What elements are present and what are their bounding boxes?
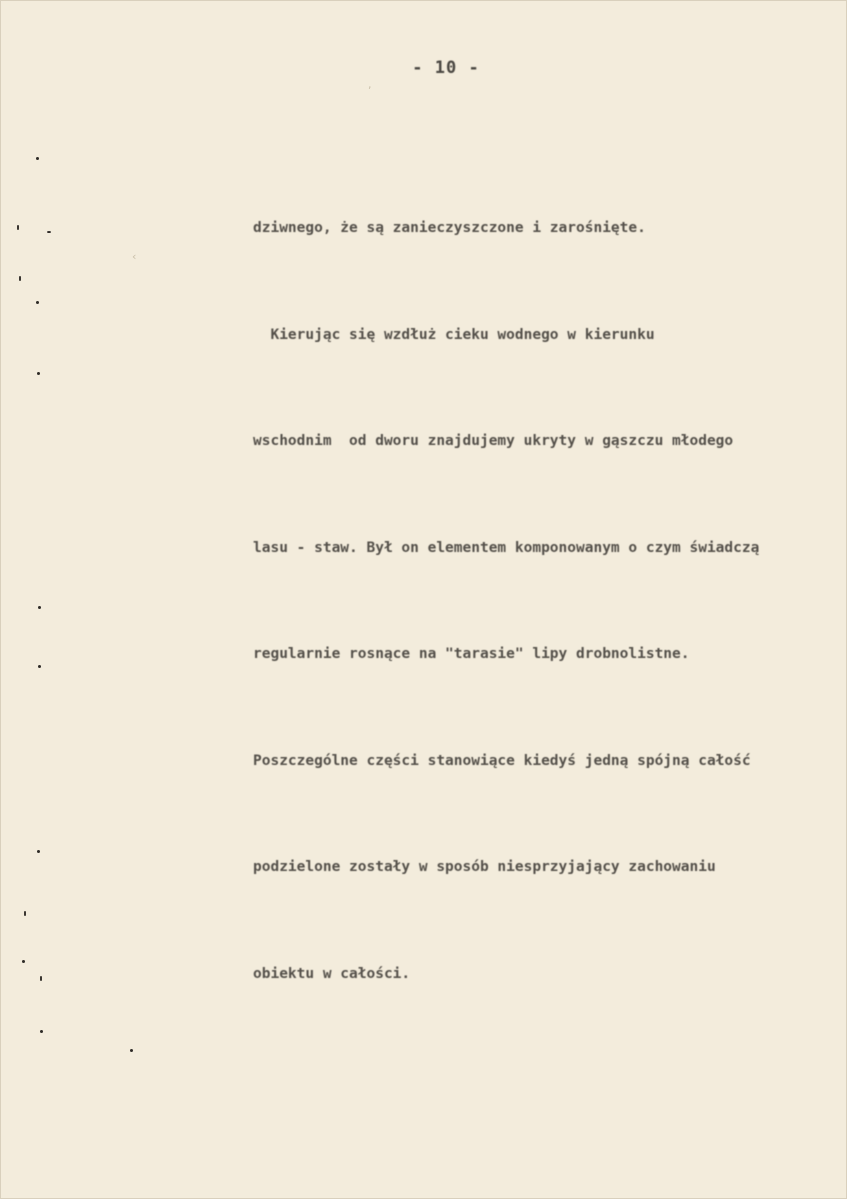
text-line: obiektu w całości. (253, 965, 411, 982)
margin-speck (38, 665, 41, 668)
paper-mark: , (368, 78, 372, 91)
margin-speck (24, 911, 26, 916)
margin-speck (36, 157, 39, 160)
margin-speck (19, 276, 21, 281)
margin-speck (37, 372, 40, 375)
text-line: podzielone zostały w sposób niesprzyjający zachowaniu (253, 859, 716, 875)
text-line: Poszczególne części stanowiące kiedyś jedną spójną całość (253, 752, 751, 769)
text-line: Kierując się wzdłuż cieku wodnego w kierunku (253, 326, 655, 343)
margin-speck (37, 850, 40, 853)
body-text (253, 140, 847, 1063)
page-number: - 10 - (412, 58, 480, 78)
margin-speck (17, 225, 19, 230)
text-line: lasu - staw. Był on elementem komponowanym o czym świadczą (253, 539, 760, 556)
margin-speck (47, 231, 51, 233)
text-line: dziwnego, że są zanieczyszczone i zarośnięte. (253, 220, 646, 236)
margin-speck (38, 606, 41, 609)
margin-speck (130, 1049, 133, 1052)
margin-speck (40, 976, 42, 981)
paper-mark: ‹ (132, 250, 137, 263)
margin-speck (22, 960, 25, 963)
margin-speck (40, 1030, 43, 1033)
text-line: regularnie rosnące na "tarasie" lipy drobnolistne. (253, 646, 690, 662)
text-line: wschodnim od dworu znajdujemy ukryty w gąszczu młodego (253, 433, 734, 449)
margin-speck (36, 301, 39, 304)
